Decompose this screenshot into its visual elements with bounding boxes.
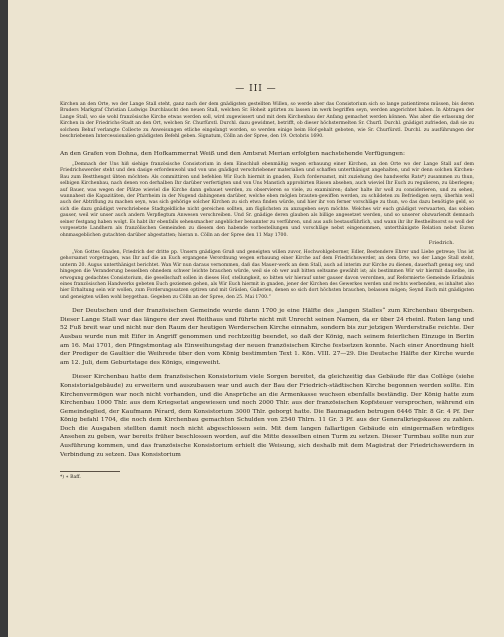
footnote-divider [60, 471, 120, 472]
signature-friedrich: Friedrich. [428, 239, 454, 246]
paragraph-church-construction: Dieser Kirchenbau hatte dem französischen Konsistorium viele Sorgen bereitet, da gleichzeitig das Gebäude für das Collège (siehe Konsistorialgebäude) zu erweitern und auszubauen war und auch der Bau der Friedrich-städtischen Kirche begonnen werden sollte. Ein Kirchenvermögen war noch nicht vorhanden, und die Ansprüche an die Armenkasse wuchsen ebenfalls beständig. Der König hatte zum Kirchenbau 1000 Thlr. aus dem Kriegsetat angewiesen und noch 2000 Thlr. aus der französischen Kopfsteuer versprochen, während ein Gemeindeglied, der Kaufmann Pérard, dem Konsistorium 3000 Thlr. geborgt hatte. Die Baumagaden betrugen 6446 Thlr. 8 Gr. 4 Pf. Der König befahl 1704, die noch dem Kirchenbau gemachten Schulden von 2540 Thlrn. 11 Gr. 3 Pf. aus der Generalkriegskasse zu zahlen. Doch die Ausgaben stellten damit noch nicht abgeschlossen sein. Mit dem langen fallartigen Gebäude ein einigermaßen würdiges Ansehen zu geben, war bereits früher beschlossen worden, auf die Mitte desselben einen Turm zu setzen. Dieser Turmbau sollte nun zur Ausführung kommen, und das französische Konsistorium erhielt die Weisung, sich deshalb mit dem Magistrat der Friedrichswerdern in Verbindung zu setzen. Das Konsistorium [60, 374, 474, 458]
paragraph-long-stable-history: Der Deutschen und der französischen Gemeinde wurde dann 1700 je eine Hälfte des „langen Stalles“ zum Kirchenbau übergeben. Dieser Lange Stall war das längere der zwei Reithaus und führte nicht mit Unrecht seinen Namen, da er über 24 rheinl. Ruten lang und 52 Fuß breit war und nicht nur den Raum der heutigen Werderschen Kirche einnahm, sondern bis zur jetzigen Werderstraße reichte. Der Ausbau wurde nun mit Eifer in Angriff genommen und rechtzeitig beendet, so daß der König, nach seinem feierlichen Einzuge in Berlin am 16. Mai 1701, den Pfingstmontag als Einweihungstag der neuen französischen Kirche festsetzen konnte. Nach einer Anordnung hielt der Prediger de Gaultier die Weihrede über den vom König bestimmten Text 1. Kön. VIII. 27—29. Die Deutsche Hälfte der Kirche wurde am 12. Juli, dem Geburtstage des Königs, eingeweiht. [60, 308, 474, 366]
paragraph-order-may-1700: „Demnach der Uns hiß siehige französische Consistorium in dem Einschluß ebenmäßig wegen erbauung einer Kirchen, an den Orte wo der Lange Stall auf dem Friedrichswerder steht und den dasige erfordenwohl und von uns gnädigst verschriebener materialien und schaffen unterthänigst angehalten, und wir denn solchen Kirchen-Bau zum Bestthengst übten möchten: Als committiren und befehlen Wir Euch hiermit in gnaden, Euch fordersamst, mit zuziehung des handwerks Rats*) zusammen zu thun, selbigen Kirchenbau, nach denen von derhalben Ihr darüber verfertigten und von Uns Manstich approbirten Rissen absehen, auch wieviel Ihr Euch zu regulieren, zu überlegen; auf Bauer, was wegen der Plätze wieviel die Kirche dann gebauet werden, zu observieren so viele, zu examiniren; daher halte ihr woll zu considerieren, und zu sehen, wannahest die Kapazitäten, der Pfarrheim in der Nugend dahingenen darüber, welche eben möglen brauten-gewiffen werden, zu schildeten zu Befriedigen seyn, überhin weil auch der Abtriflung zu machen seyn, was sich gehörige solcher Kirchen zu sich etwa finden würde, und hier ihr von ferner vorschläge zu thun, wo das dazu benötigte geld, so sich die dazu gnädigst verschriebene Stadtgeldliche nicht gereichen sollten, am füglichsten zu anzugeben seyn möchte. Welches wir euch gnädigst verwaarten, das sobien gauser, weil wir unser auch andern Verpflegtum Anwesen verschreiben. Und Sr. gnädige deren glauben als billige angesetzet werden, und so unserer obzwarlendt demnach seiner festgang haben wolgt. Es habt ihr ebenfalls sehensmacher angeblicher benannter zu verführen, und aus aufs bestausführlich, und wann ihr ihr Bestheiltsorst so woll der vorgesetzte Landhern als franzölischen Gemeinden zu diesem den habende vorbestellungen und vorschläge nebst eingenommen, unterthänigste Relation nebst Euren ohnmasgeblichen gutachten darüber abgestatten; hieran n. Cölln an der Spree den 11 May 1700. [60, 162, 474, 238]
paragraph-decree-may-1700: „Von Gottes Gnaden, Friedrich der dritte pp. Unsern gnädigen Gruß und geneigten willen zuvor, Hochwohlgeborner, Edler, Bestendere Ehrer und Liebe getreue; Uns ist gehorsamst vorgetragen, was Ihr auf die an Euch ergangene Verordnung wegen erbauung einer Kirche auf dem Friedrichswerder, an dem Orte, wo der Lange Stall steht, unterm 20. Augus unterthänigst berichtet. Wan Wir nun daraus vernommen, daß das Mauer-werk an dem Stall, auch ad interim zur Kirche zu dienen, dauerhaft genug sey, und hingegen die Veranderung besselben ohnedem schwer leichte brauchen würde, weil sie ob wer auß bitten seltsame gewählt ist; als bestimmen Wir wir hiermit dasselbe, im erwogung gedachtes Consistorium, die gesellschaft sollen in dieses Hof, stellungkeit, so bitten wir hierauf unter gauser davon verordnen, auf Reformierte Gemeinde Erlaubnis eines französischen Handwerks gebeten Euch geziemen gehen, als Wir Euch hiermit in gnaden, jener der Kirchen des Gewerkes werden und rechts werbenden, es inhaltet also hier Erhaltung sein wir wollen, zum Forderungssatzen optiren und mit Gräslen, Gallerien, denen so sich dort höchsten brauchen, belassen mögen; Seynd Euch mit gnädigsten und geneigten willen wohl beygethan. Gegeben zu Cölln an der Spree, den 25. Mai 1700.“ [60, 249, 474, 300]
paragraph-dispositions-intro: An den Grafen von Dohna, den Hofkammerrat Weiß und den Amtsrat Merian erfolgten nachstehende Verfügungen: [60, 151, 405, 158]
document-page [8, 0, 504, 637]
footnote: *) ∗ Baff. [60, 475, 81, 481]
page-number: — III — [235, 84, 277, 94]
paragraph-decree-1690: Kirchen an den Orte, wo der Lange Stall steht, ganz nach der dem gnädigsten gestellten Willen, so werde aber das Consistorium sich so lange patientirens müssen, bis deren Bruders Markgraf Christian Ludwigs Durchlaucht den neuen Stall, welchen Sr. Hoheit aptirten zu lassen im werk begriffen seyn, werden angerichtet haben. In Abtragen der Lange Stall, wo sie wohl französische Kirche etwas werden soll, wird zugewissert und mit dem Kirchenbau der Anfang gemachet werden können. Was aber die erlassung der Kirchen in der Friedrichs-Stadt an den Ort, welchen Sr. Churfürstl. Durchl. dazu gewidmet, betrifft, ob dieser höchstermelten Sr. Churfl. Durchl. gnädigst zufrieden, daß sie zu solchem Behuf verlangte Collecte zu Anweisungen etliche eingelangt worden, so werden einige beim Hof-gehalt geboten, wie Sr. Churfürstl. Durchl. zu ausführungen der beschriebenen Intercessionalien gnädigsten Befehl geben. Signatum, Cölln an der Spree, den 19. Octobris 1690. [60, 102, 474, 140]
